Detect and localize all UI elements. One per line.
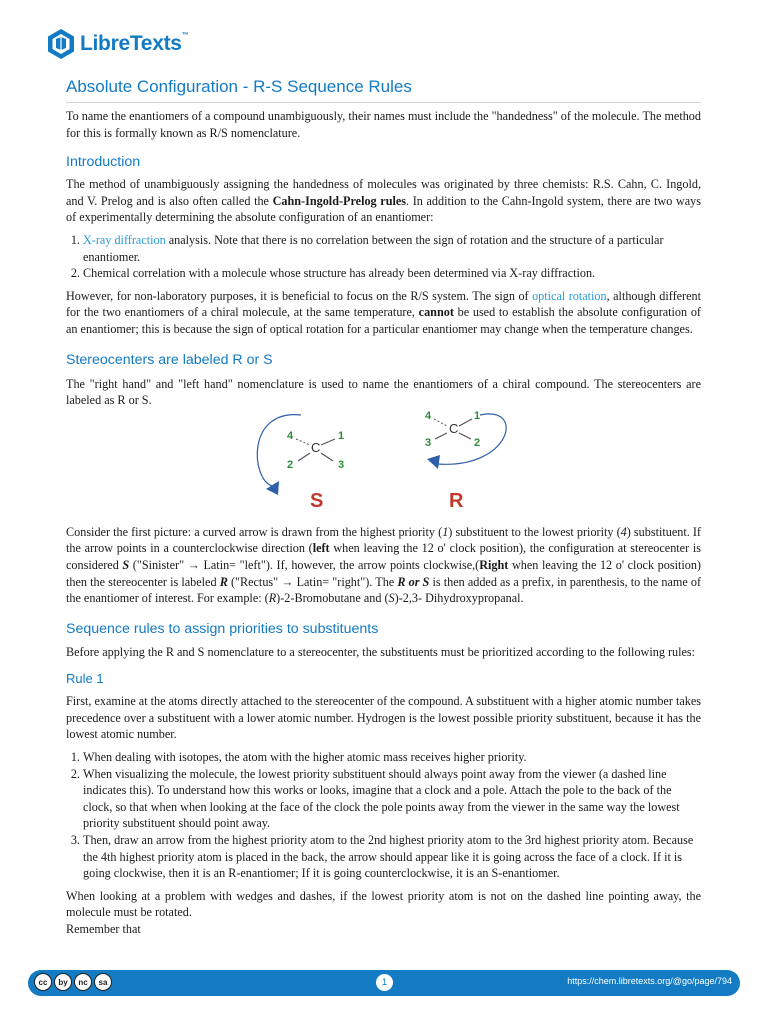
optical-rotation-paragraph: However, for non-laboratory purposes, it is beneficial to focus on the R/S system. The sign of optical rotation, although different for the two enantiomers of a chiral molecule, at the same temperature, cannot be used to establish the absolute configuration of an enantiomer; this is because the sign of optical rotation for a particular enantiomer may change when the temperature changes. [66,288,701,336]
bond [459,433,471,439]
arrow-head-icon [427,455,440,469]
brand-name[interactable]: LibreTexts™ [80,32,189,55]
rule-1-heading: Rule 1 [66,671,104,687]
rule-1-paragraph: First, examine at the atoms directly attached to the stereocenter of the compound. A substituent with a higher atomic number takes precedence over a substituent with a lower atomic number. Hydrogen is the lowest possible priority substituent, because it has the lowest atomic number. [66,694,701,742]
arrow-direction-paragraph: Consider the first picture: a curved arrow is drawn from the highest priority (1) substituent to the lowest priority (4) substituent. If the arrow points in a counterclockwise direction (left when leaving the 12 o' clock position), the configuration at stereocenter is considered S ("Sinister" → Latin= "left"). If, however, the arrow points clockwise,(Right when leaving the 12 o' clock position) then the stereocenter is labeled R ("Rectus" → Latin= "right"). The R or S is then added as a prefix, in parenthesis, to the name of the enantiomer of interest. For example: (R)-2-Bromobutane and (S)-2,3- Dihydroxypropanal. [66,524,702,606]
carbon-label: C [311,439,321,455]
optical-rotation-link[interactable]: optical rotation [532,288,607,303]
section-heading-sequence-rules: Sequence rules to assign priorities to substituents [66,620,379,637]
dashed-bond [296,439,310,445]
r-configuration-molecule [425,410,506,512]
sharealike-icon: sa [94,973,112,991]
s-configuration-molecule [257,414,344,511]
attribution-icon: by [54,973,72,991]
bond [321,453,333,461]
rs-configuration-figure [66,409,701,521]
determination-methods-list [66,232,701,282]
page-number: 1 [376,974,393,991]
dashed-bond [434,419,447,426]
section-heading-stereocenters: Stereocenters are labeled R or S [66,351,273,368]
list-item: 2. When visualizing the molecule, the lowest priority substituent should always point away from the viewer (a dashed line indicates this). To understand how this works or looks, imagine that a clock and a pole. Attach the pole to the back of the clock, so that when when looking at the face of the clock the pole points away from the viewer in the same way the lowest priority substituent should point away. [83,766,701,832]
remember-paragraph: Remember that [66,922,141,936]
xray-diffraction-link[interactable]: X-ray diffraction [83,232,166,247]
list-item: 1. X-ray diffraction analysis. Note that there is no correlation between the sign of rotation and the structure of a particular enantiomer. [83,232,701,265]
priority-1-label: 1 [338,429,345,442]
intro-paragraph: To name the enantiomers of a compound unambiguously, their names must include the "handedness" of the molecule. The method for this is formally known as R/S nomenclature. [66,109,701,140]
priority-3-label: 3 [338,458,345,471]
wedges-dashes-paragraph: When looking at a problem with wedges and dashes, if the lowest priority atom is not on the dashed line pointing away, the molecule must be rotated. [66,888,701,920]
priority-2-label: 2 [287,458,294,471]
priority-3-label: 3 [425,436,432,449]
r-label: R [449,489,464,512]
bond [435,433,447,439]
bond [321,439,335,445]
cc-license-badge[interactable] [34,973,112,991]
page-footer [28,970,740,996]
noncommercial-icon: nc [74,973,92,991]
carbon-label: C [449,420,459,436]
priority-4-label: 4 [287,429,294,442]
rs-diagram [66,409,701,521]
stereocenters-paragraph: The "right hand" and "left hand" nomenclature is used to name the enantiomers of a chiral compound. The stereocenters are labeled as R or S. [66,376,701,408]
page-url-link[interactable]: https://chem.libretexts.org/@go/page/794 [567,976,732,986]
page-title: Absolute Configuration - R-S Sequence Rules [66,76,701,103]
section-heading-introduction: Introduction [66,154,141,171]
list-item: 1. When dealing with isotopes, the atom with the higher atomic mass receives higher priority. [83,749,701,766]
cc-icon: cc [34,973,52,991]
list-item: 2. Chemical correlation with a molecule whose structure has already been determined via X-ray diffraction. [83,265,701,282]
bond [298,453,310,461]
priority-2-label: 2 [474,436,481,449]
priority-4-label: 4 [425,409,432,422]
priority-1-label: 1 [474,409,481,422]
sequence-rules-paragraph: Before applying the R and S nomenclature to a stereocenter, the substituents must be prioritized according to the following rules: [66,644,696,659]
article-body [66,76,701,938]
bond [459,419,472,426]
site-header [46,26,188,62]
list-item: 3. Then, draw an arrow from the highest priority atom to the 2nd highest priority atom to the 3rd highest priority atom. Because the 4th highest priority atom is placed in the back, the arrow should appear like it is going across the face of a clock. If it is going clockwise, then it is an R-enantiomer; If it is going counterclockwise, it is an S-enantiomer. [83,832,701,882]
libretexts-logo-icon[interactable] [46,28,76,60]
s-label: S [310,489,324,512]
rule-1-list [66,749,701,882]
counterclockwise-arrow [257,414,301,485]
introduction-paragraph: The method of unambiguously assigning the handedness of molecules was originated by three chemists: R.S. Cahn, C. Ingold, and V. Prelog and is also often called the Cahn-Ingold-Prelog rules. In addition to the Cahn-Ingold system, there are two ways of experimentally determining the absolute configuration of an enantiomer: [66,177,701,225]
